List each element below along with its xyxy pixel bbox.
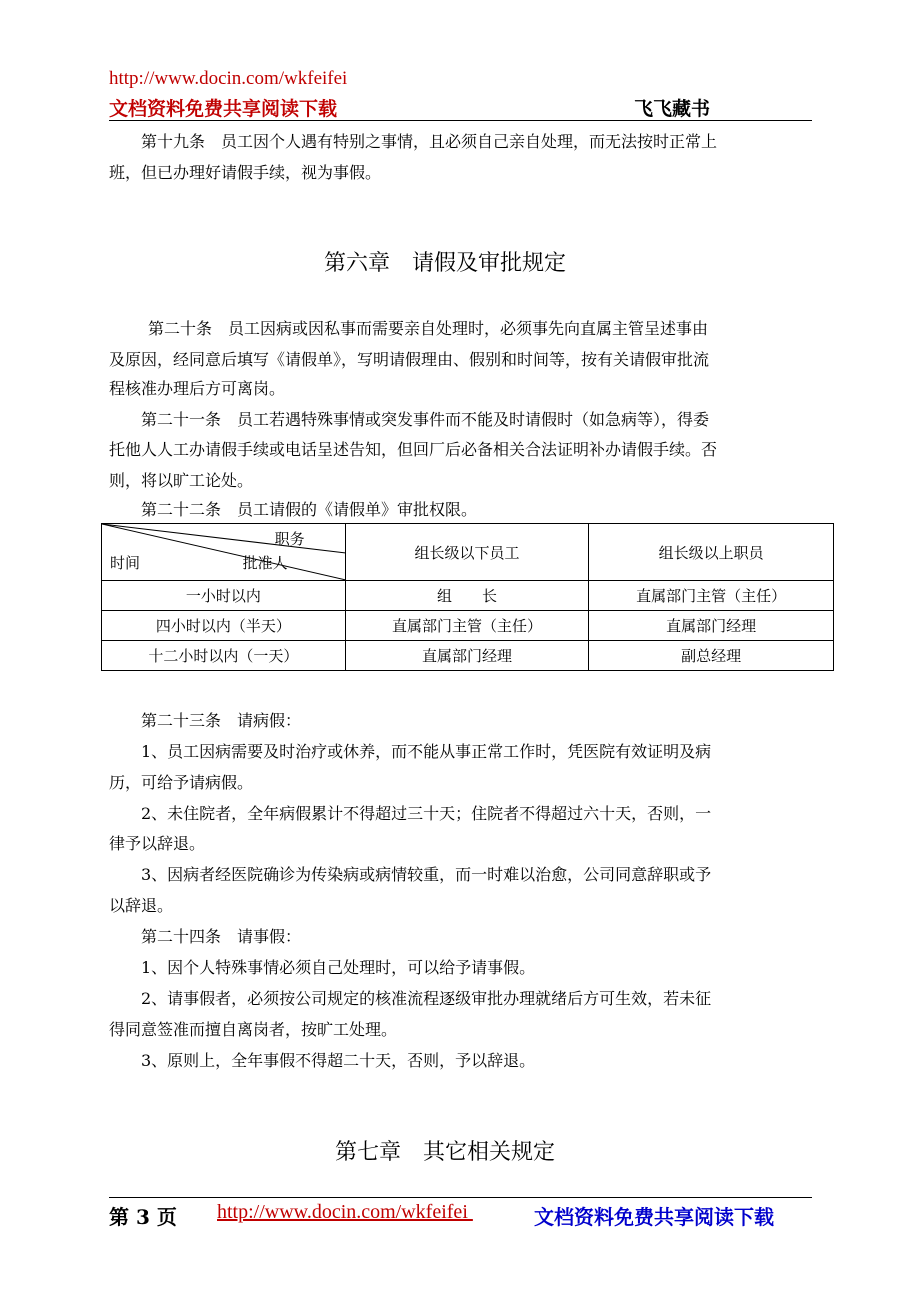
- article-23-item-2-line-2: 律予以辞退。: [109, 834, 206, 853]
- article-23-title: 第二十三条 请病假：: [109, 711, 302, 730]
- header-rule: [109, 120, 812, 121]
- chapter-7-title: 第七章 其它相关规定: [335, 1140, 556, 1165]
- article-23-item-3-line-1: 3、因病者经医院确诊为传染病或病情较重，而一时难以治愈，公司同意辞职或予: [109, 865, 712, 884]
- article-24-title: 第二十四条 请事假：: [109, 927, 302, 946]
- article-23-item-1-line-2: 历，可给予请病假。: [109, 773, 254, 792]
- article-19-line-2: 班，但已办理好请假手续，视为事假。: [109, 163, 382, 182]
- table-col-header-staff: 组长级以下员工: [345, 524, 589, 581]
- table-diag-time-label: 时间: [110, 554, 141, 572]
- footer-page-number: 第 3 页: [109, 1205, 177, 1229]
- chapter-6-title: 第六章 请假及审批规定: [324, 251, 567, 276]
- footer-url[interactable]: http://www.docin.com/wkfeifei: [217, 1201, 473, 1223]
- article-23-item-1-line-1: 1、员工因病需要及时治疗或休养，而不能从事正常工作时，凭医院有效证明及病: [109, 742, 712, 761]
- article-22-line-1: 第二十二条 员工请假的《请假单》审批权限。: [109, 500, 478, 519]
- article-24-item-1: 1、因个人特殊事情必须自己处理时，可以给予请事假。: [109, 958, 536, 977]
- article-20-line-2: 及原因，经同意后填写《请假单》，写明请假理由、假别和时间等，按有关请假审批流: [109, 350, 710, 369]
- table-cell-staff-approver: 组 长: [345, 581, 589, 611]
- article-20-line-3: 程核准办理后方可离岗。: [109, 379, 286, 398]
- table-cell-officer-approver: 副总经理: [589, 641, 834, 671]
- header-brand: 飞飞藏书: [634, 98, 711, 120]
- article-24-item-2-line-1: 2、请事假者，必须按公司规定的核准流程逐级审批办理就绪后方可生效，若未征: [109, 989, 712, 1008]
- table-diag-position-label: 职务: [274, 530, 305, 548]
- table-cell-time: 四小时以内（半天）: [102, 611, 346, 641]
- article-24-item-2-line-2: 得同意签准而擅自离岗者，按旷工处理。: [109, 1020, 398, 1039]
- footer-share-text: 文档资料免费共享阅读下载: [534, 1205, 774, 1229]
- table-cell-time: 一小时以内: [102, 581, 346, 611]
- table-cell-staff-approver: 直属部门主管（主任）: [345, 611, 589, 641]
- article-19-line-1: 第十九条 员工因个人遇有特别之事情，且必须自己亲自处理，而无法按时正常上: [109, 132, 718, 151]
- table-header-row: [102, 524, 834, 581]
- header-url[interactable]: http://www.docin.com/wkfeifei: [109, 68, 348, 89]
- article-21-line-1: 第二十一条 员工若遇特殊事情或突发事件而不能及时请假时（如急病等），得委: [109, 410, 710, 429]
- table-cell-officer-approver: 直属部门主管（主任）: [589, 581, 834, 611]
- article-21-line-3: 则，将以旷工论处。: [109, 471, 254, 490]
- table-col-header-officers: 组长级以上职员: [589, 524, 834, 581]
- table-row: [102, 611, 834, 641]
- table-cell-staff-approver: 直属部门经理: [345, 641, 589, 671]
- table-cell-officer-approver: 直属部门经理: [589, 611, 834, 641]
- article-24-item-3: 3、原则上，全年事假不得超二十天，否则，予以辞退。: [109, 1051, 536, 1070]
- footer-rule: [109, 1197, 812, 1198]
- table-diagonal-header: [102, 524, 346, 581]
- header-share-text: 文档资料免费共享阅读下载: [109, 98, 338, 120]
- table-cell-time: 十二小时以内（一天）: [102, 641, 346, 671]
- article-21-line-2: 托他人人工办请假手续或电话呈述告知，但回厂后必备相关合法证明补办请假手续。否: [109, 440, 718, 459]
- table-diag-approver-label: 批准人: [242, 554, 288, 572]
- table-row: [102, 581, 834, 611]
- article-23-item-2-line-1: 2、未住院者，全年病假累计不得超过三十天；住院者不得超过六十天，否则，一: [109, 804, 712, 823]
- table-row: [102, 641, 834, 671]
- article-23-item-3-line-2: 以辞退。: [109, 896, 174, 915]
- article-20-line-1: 第二十条 员工因病或因私事而需要亲自处理时，必须事先向直属主管呈述事由: [116, 319, 709, 338]
- approval-authority-table: [101, 523, 834, 671]
